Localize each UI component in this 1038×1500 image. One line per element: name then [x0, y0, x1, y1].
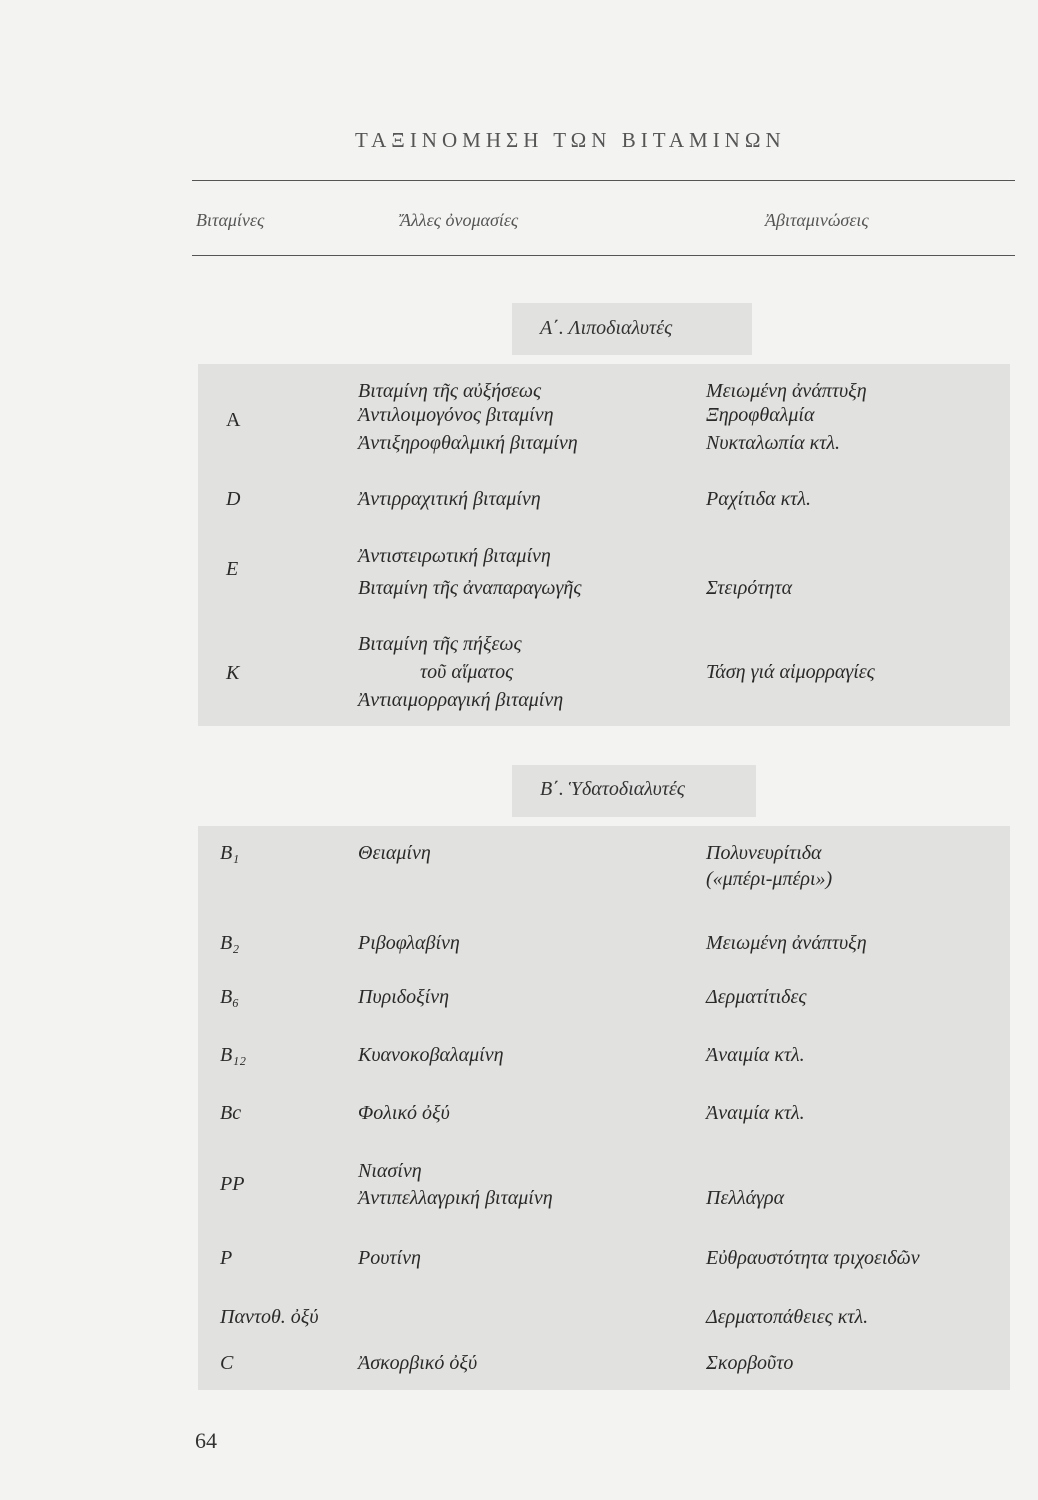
section-b-shade [198, 826, 1010, 1390]
vitamin-b1-name-1: Θειαμίνη [358, 842, 431, 864]
vitamin-b6-name-1: Πυριδοξίνη [358, 986, 449, 1008]
vitamin-k: K [226, 662, 240, 684]
vitamin-b12: B₁₂ [220, 1044, 247, 1066]
vitamin-p: P [220, 1247, 233, 1269]
vitamin-b12-deficiency-1: Ἀναιμία κτλ. [706, 1044, 805, 1066]
vitamin-p-deficiency-1: Εὐθραυστότητα τριχοειδῶν [706, 1247, 920, 1269]
vitamin-c: C [220, 1352, 234, 1374]
vitamin-pp-deficiency-1: Πελλάγρα [706, 1187, 785, 1209]
vitamin-pantothenic: Παντοθ. ὀξύ [220, 1306, 319, 1328]
vitamin-e: E [226, 558, 239, 580]
vitamin-e-name-1: Ἀντιστειρωτική βιταμίνη [358, 545, 551, 567]
vitamin-a-name-1: Βιταμίνη τῆς αὐξήσεως [358, 380, 542, 402]
vitamin-d-name-1: Ἀντιρραχιτική βιταμίνη [358, 488, 541, 510]
section-b-label: Β΄. Ὑδατοδιαλυτές [540, 778, 685, 800]
vitamin-a-deficiency-1: Μειωμένη ἀνάπτυξη [706, 380, 867, 402]
vitamin-d-deficiency-1: Ραχίτιδα κτλ. [706, 488, 811, 510]
vitamin-b1: B₁ [220, 842, 240, 864]
vitamin-b1-deficiency-2: («μπέρι-μπέρι») [706, 868, 833, 890]
vitamin-p-name-1: Ρουτίνη [358, 1247, 421, 1269]
vitamin-b2-deficiency-1: Μειωμένη ἀνάπτυξη [706, 932, 867, 954]
vitamin-a-name-3: Ἀντιξηροφθαλμική βιταμίνη [358, 432, 578, 454]
header-rule-bottom [192, 255, 1015, 256]
vitamin-bc: Bc [220, 1102, 242, 1124]
vitamin-e-deficiency-1: Στειρότητα [706, 577, 793, 599]
vitamin-pantothenic-deficiency-1: Δερματοπάθειες κτλ. [706, 1306, 869, 1328]
vitamin-k-name-1: Βιταμίνη τῆς πήξεως [358, 633, 522, 655]
vitamin-b12-name-1: Κυανοκοβαλαμίνη [358, 1044, 504, 1066]
vitamin-a-deficiency-3: Νυκταλωπία κτλ. [706, 432, 841, 454]
vitamin-b6-deficiency-1: Δερματίτιδες [706, 986, 807, 1008]
vitamin-k-deficiency-1: Τάση γιά αἱμορραγίες [706, 661, 875, 683]
vitamin-k-name-2: τοῦ αἵματος [420, 661, 514, 683]
header-deficiencies: Ἀβιταμινώσεις [765, 210, 869, 230]
vitamin-b6: B₆ [220, 986, 240, 1008]
section-a-shade [198, 364, 1010, 726]
vitamin-pp-name-1: Νιασίνη [358, 1160, 422, 1182]
vitamin-k-name-3: Ἀντιαιμορραγική βιταμίνη [358, 689, 564, 711]
vitamin-a-name-2: Ἀντιλοιμογόνος βιταμίνη [358, 404, 554, 426]
vitamin-bc-deficiency-1: Ἀναιμία κτλ. [706, 1102, 805, 1124]
header-other-names: Ἄλλες ὀνομασίες [400, 210, 519, 230]
vitamin-b2: B₂ [220, 932, 240, 954]
vitamin-c-name-1: Ἀσκορβικό ὀξύ [358, 1352, 478, 1374]
page-number: 64 [195, 1428, 217, 1453]
vitamin-b2-name-1: Ριβοφλαβίνη [358, 932, 460, 954]
vitamin-a: A [226, 409, 241, 431]
section-a-label: Α΄. Λιποδιαλυτές [540, 317, 673, 339]
vitamin-a-deficiency-2: Ξηροφθαλμία [706, 404, 815, 426]
vitamin-c-deficiency-1: Σκορβοῦτο [706, 1352, 794, 1374]
vitamin-e-name-2: Βιταμίνη τῆς ἀναπαραγωγῆς [358, 577, 582, 599]
header-rule-top [192, 180, 1015, 181]
page-title: ΤΑΞΙΝΟΜΗΣΗ ΤΩΝ ΒΙΤΑΜΙΝΩΝ [355, 128, 786, 152]
vitamin-pp-name-2: Ἀντιπελλαγρική βιταμίνη [358, 1187, 553, 1209]
vitamin-b1-deficiency-1: Πολυνευρίτιδα [706, 842, 822, 864]
vitamin-d: D [226, 488, 241, 510]
vitamin-pp: PP [220, 1173, 245, 1195]
header-vitamins: Βιταμίνες [196, 210, 265, 230]
vitamin-bc-name-1: Φολικό ὀξύ [358, 1102, 450, 1124]
